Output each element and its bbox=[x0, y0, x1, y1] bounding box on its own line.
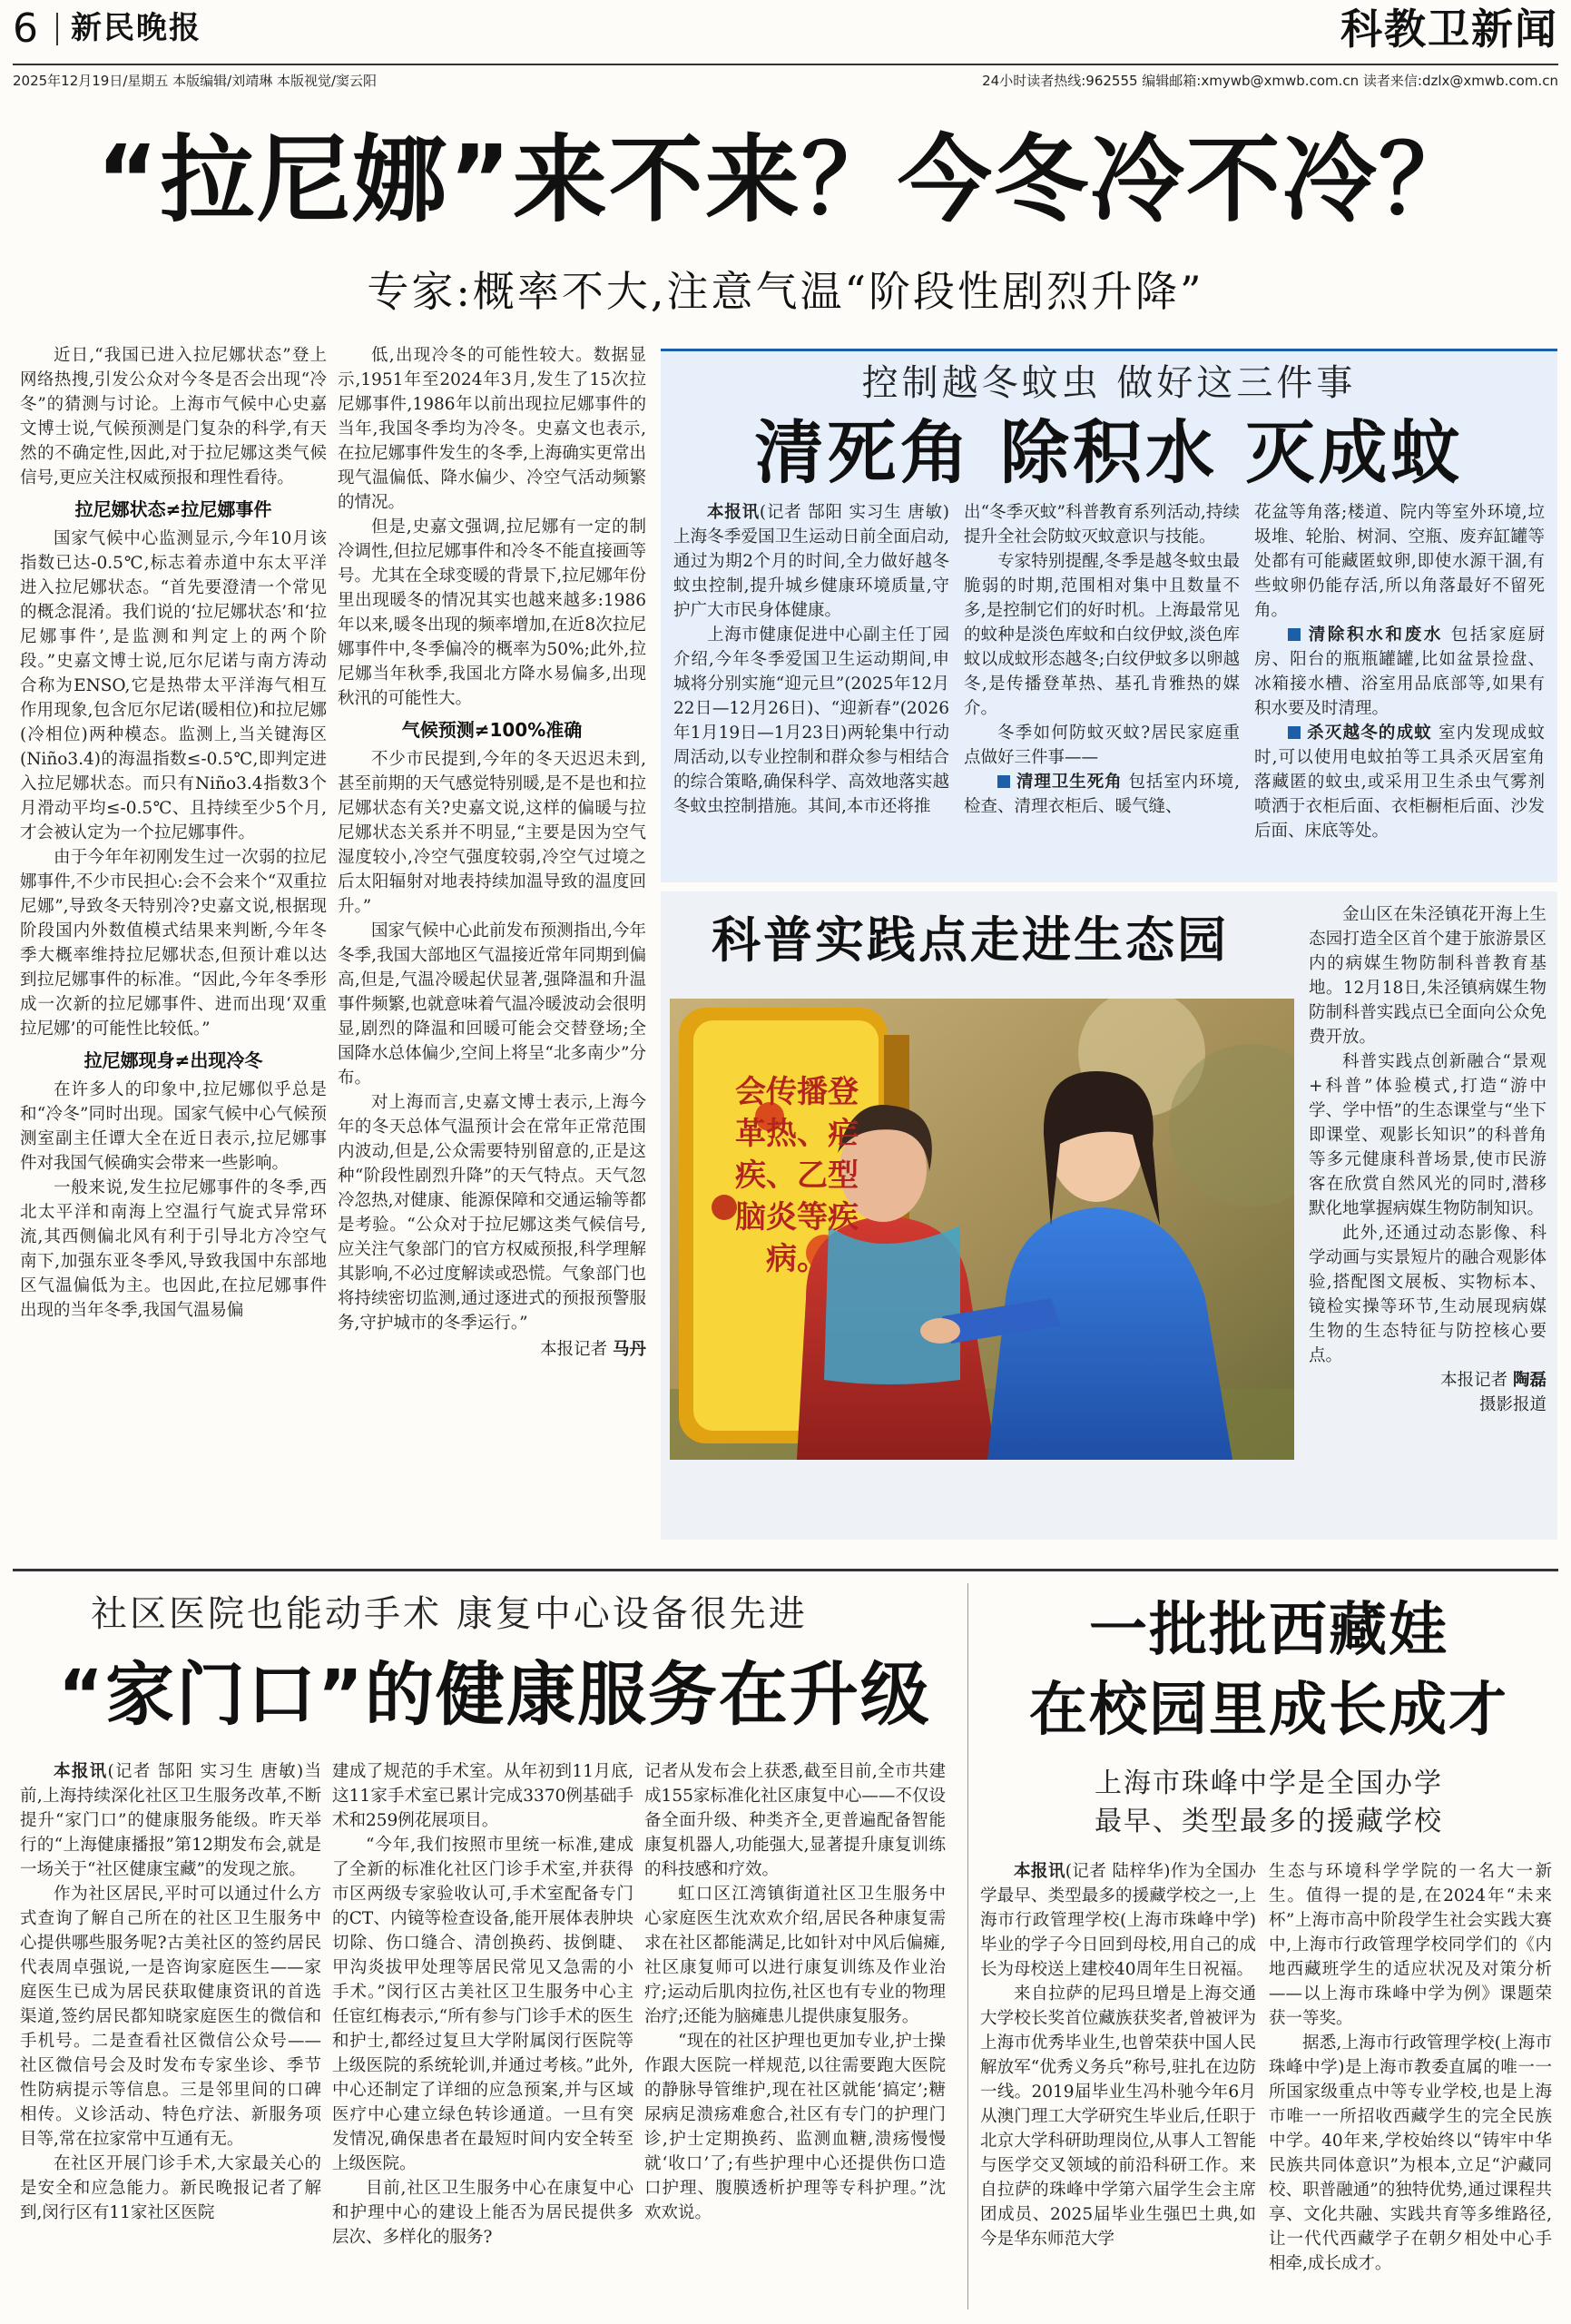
mosquito-paragraph: 上海市健康促进中心副主任丁园介绍,今年冬季爱国卫生运动期间,申城将分别实施“迎元旦”(2025年12月22日—12月26日)、“迎新春”(2026年1月19日—1月23日)两轮集中行动周活动,以专业控制和群众参与相结合的综合策略,确保科学、高效地落实越冬蚊虫控制措施。其间,本市还将推 bbox=[673, 625, 949, 816]
masthead bbox=[0, 0, 1571, 98]
community-column-3 bbox=[644, 1759, 946, 2313]
mosquito-paragraph: 专家特别提醒,冬季是越冬蚊虫最脆弱的时期,范围相对集中且数量不多,是控制它们的好时机。上海最常见的蚊种是淡色库蚊和白纹伊蚊,淡色库蚊以成蚊形态越冬;白纹伊蚊多以卵越冬,是传播登革热、基孔肯雅热的媒介。 bbox=[964, 552, 1240, 718]
date-line: 2025年12月19日/星期五 本版编辑/刘靖琳 本版视觉/窦云阳 bbox=[13, 73, 378, 89]
community-headline: “家门口”的健康服务在升级 bbox=[58, 1654, 931, 1735]
lead-subhead: 专家:概率不大,注意气温“阶段性剧烈升降” bbox=[367, 267, 1204, 316]
dateline: 本报讯 bbox=[707, 503, 760, 522]
bullet-square-icon bbox=[1288, 628, 1301, 641]
lead-paragraph: 由于今年年初刚发生过一次弱的拉尼娜事件,不少市民担心:会不会来个“双重拉尼娜”,导致冬天特别冷?史嘉文说,根据现阶段国内外数值模式结果来判断,今年冬季大概率维持拉尼娜状态,但预计难以达到拉尼娜事件的标准。“因此,今年冬季形成一次新的拉尼娜事件、进而出现‘双重拉尼娜’的可能性比较低。” bbox=[20, 848, 327, 1039]
mosquito-paragraph: 花盆等角落;楼道、院内等室外环境,垃圾堆、轮胎、树洞、空瓶、废弃缸罐等处都有可能藏匿蚊卵,即使水源干涸,有些蚊卵仍能存活,所以角落最好不留死角。 bbox=[1254, 503, 1545, 620]
lead-paragraph: 近日,“我国已进入拉尼娜状态”登上网络热搜,引发公众对今冬是否会出现“冷冬”的猜测与讨论。上海市气候中心史嘉文博士说,气候预测是门复杂的科学,有天然的不确定性,因此,对于拉尼娜这类气候信号,更应关注权威预报和理性看待。 bbox=[20, 346, 327, 487]
lead-subheading: 气候预测≠100%准确 bbox=[401, 719, 583, 741]
community-column-2 bbox=[332, 1759, 633, 2313]
mosquito-tip bbox=[1254, 721, 1545, 843]
mosquito-paragraph bbox=[673, 500, 949, 623]
lead-subheading: 拉尼娜状态≠拉尼娜事件 bbox=[74, 498, 272, 520]
masthead-divider bbox=[56, 13, 58, 45]
lead-paragraph: 对上海而言,史嘉文博士表示,上海今年的冬天总体气温预计会在常年正常范围内波动,但是,公众需要特别留意的,正是这种“阶段性剧烈升降”的天气特点。天气忽冷忽热,对健康、能源保障和交通运输等都是考验。“公众对于拉尼娜这类气候信号,应关注气象部门的官方权威预报,科学理解其影响,不必过度解读或恐慌。气象部门也将持续密切监测,通过逐进式的预报预警服务,守护城市的冬季运行。” bbox=[338, 1093, 646, 1333]
tibet-paragraph: 来自拉萨的尼玛旦增是上海交通大学校长奖首位藏族获奖者,曾被评为上海市优秀毕业生,也曾荣获中国人民解放军“优秀义务兵”称号,驻扎在边防一线。2019届毕业生冯朴驰今年6月从澳门理工大学研究生毕业后,任职于北京大学科研助理岗位,从事人工智能与医学交叉领域的前沿科研工作。来自拉萨的珠峰中学第六届学生会主席团成员、2025届毕业生强巴土典,如今是华东师范大学 bbox=[980, 1984, 1256, 2249]
community-paragraph: 作为社区居民,平时可以通过什么方式查询了解自己所在的社区卫生服务中心提供哪些服务呢?古美社区的签约居民代表周卓强说,一是咨询家庭医生——家庭医生已成为居民获取健康资讯的首选渠道,签约居民都知晓家庭医生的微信和手机号。二是查看社区微信公众号——社区微信号会及时发布专家坐诊、季节性防病提示等信息。三是邻里间的口碑相传。义诊活动、特色疗法、新服务项目等,常在拉家常中互通有无。 bbox=[20, 1885, 321, 2149]
section-title: 科教卫新闻 bbox=[1340, 5, 1558, 54]
community-paragraph: 在社区开展门诊手术,大家最关心的是安全和应急能力。新民晚报记者了解到,闵行区有11家社区医院 bbox=[20, 2154, 321, 2222]
mosquito-column-2 bbox=[964, 500, 1240, 872]
tibet-column-2 bbox=[1269, 1859, 1552, 2313]
photo-sign-text: 会传播登革热、疟疾、乙型脑炎等疾病。 bbox=[735, 1074, 859, 1277]
lead-subheading: 拉尼娜现身≠出现冷冬 bbox=[83, 1049, 263, 1071]
dateline: 本报讯 bbox=[1014, 1862, 1065, 1881]
lead-paragraph: 一般来说,发生拉尼娜事件的冬季,西北太平洋和南海上空温行气旋式异常环流,其西侧偏北风有利于引导北方冷空气南下,加强东亚冬季风,导致我国中东部地区气温偏低为主。也因此,在拉尼娜事件出现的当年冬季,我国气温易偏 bbox=[20, 1178, 327, 1320]
mosquito-tip bbox=[964, 770, 1240, 819]
mosquito-column-3 bbox=[1254, 500, 1545, 872]
lead-paragraph: 低,出现冷冬的可能性较大。数据显示,1951年至2024年3月,发生了15次拉尼娜事件,1986年以前出现拉尼娜事件的当年,我国冬季均为冷冬。史嘉文也表示,在拉尼娜事件发生的冬季,上海确实更常出现气温偏低、降水偏少、冷空气活动频繁的情况。 bbox=[338, 346, 646, 512]
tip-title: 清理卫生死角 bbox=[1016, 773, 1123, 792]
tip-title: 杀灭越冬的成蚊 bbox=[1306, 724, 1432, 743]
science-paragraph: 此外,还通过动态影像、科学动画与实景短片的融合观影体验,搭配图文展板、实物标本、镜检实操等环节,生动展现病媒生物的生态特征与防控核心要点。 bbox=[1309, 1224, 1546, 1365]
lead-paragraph: 不少市民提到,今年的冬天迟迟未到,甚至前期的天气感觉特别暖,是不是也和拉尼娜状态有关?史嘉文说,这样的偏暖与拉尼娜状态关系并不明显,“主要是因为空气湿度较小,冷空气强度较弱,冷空气过境之后太阳辐射对地表持续加温导致的温度回升。” bbox=[338, 750, 646, 916]
mosquito-tip bbox=[1254, 623, 1545, 721]
tibet-paragraph: 生态与环境科学学院的一名大一新生。值得一提的是,在2024年“未来杯”上海市高中阶段学生社会实践大赛中,上海市行政管理学校同学们的《内地西藏班学生的适应状况及对策分析——以上海市珠峰中学为例》课题荣获一等奖。 bbox=[1269, 1862, 1552, 2028]
community-paragraph: “今年,我们按照市里统一标准,建成了全新的标准化社区门诊手术室,并获得市区两级专家验收认可,手术室配备专门的CT、内镜等检查设备,能开展体表肿块切除、伤口缝合、清创换药、拔倒睫、甲沟炎拔甲处理等居民常见又急需的小手术。”闵行区古美社区卫生服务中心主任宦红梅表示,“所有参与门诊手术的医生和护士,都经过复旦大学附属闵行医院等上级医院的系统轮训,并通过考核。”此外,中心还制定了详细的应急预案,并与区域医疗中心建立绿色转诊通道。一旦有突发情况,确保患者在最短时间内安全转至上级医院。 bbox=[332, 1836, 633, 2173]
tibet-headline-line-2: 在校园里成长成才 bbox=[1029, 1677, 1508, 1744]
science-byline-2: 摄影报道 bbox=[1478, 1395, 1546, 1414]
lead-paragraph: 国家气候中心此前发布预测指出,今年冬季,我国大部地区气温接近常年同期到偏高,但是,气温冷暖起伏显著,强降温和升温事件频繁,也就意味着气温冷暖波动会很明显,剧烈的降温和回暖可能会交替登场;全国降水总体偏少,空间上将呈“北多南少”分布。 bbox=[338, 921, 646, 1088]
lead-headline: “拉尼娜”来不来？今冬冷不冷？ bbox=[96, 124, 1475, 235]
tip-text: 室内发现成蚊时,可以使用电蚊拍等工具杀灭居室角落藏匿的蚊虫,或采用卫生杀虫气雾剂喷洒于衣柜后面、衣柜橱柜后面、沙发后面、床底等处。 bbox=[1254, 724, 1545, 841]
tibet-paragraph bbox=[980, 1859, 1256, 1982]
page-number: 6 bbox=[13, 5, 38, 52]
tibet-paragraph: 据悉,上海市行政管理学校(上海市珠峰中学)是上海市教委直属的唯一一所国家级重点中等专业学校,也是上海市唯一一所招收西藏学生的完全民族中学。40年来,学校始终以“铸牢中华民族共同体意识”为根本,立足“沪藏同校、职普融通”的独特优势,通过课程共享、文化共融、实践共育等多维路径,让一代代西藏学子在朝夕相处中心手相牵,成长成才。 bbox=[1269, 2034, 1552, 2273]
tibet-headline-line-1: 一批批西藏娃 bbox=[1089, 1597, 1448, 1664]
mosquito-box bbox=[661, 349, 1557, 882]
tibet-headline bbox=[980, 1590, 1557, 1750]
lead-column-1 bbox=[20, 343, 327, 1541]
tip-text: 包括室内环境,检查、清理衣柜后、暖气缝、 bbox=[964, 773, 1240, 816]
mosquito-text: (记者 郜阳 实习生 唐敏)上海冬季爱国卫生运动日前全面启动,通过为期2个月的时间,全力做好越冬蚊虫控制,提升城乡健康环境质量,守护广大市民身体健康。 bbox=[673, 503, 949, 620]
bullet-square-icon bbox=[1288, 726, 1301, 739]
lead-byline bbox=[338, 1337, 646, 1362]
mosquito-headline: 清死角 除积水 灭成蚊 bbox=[754, 412, 1464, 493]
lead-column-2 bbox=[338, 343, 646, 1541]
lead-paragraph: 国家气候中心监测显示,今年10月该指数已达-0.5℃,标志着赤道中东太平洋进入拉尼娜状态。“首先要澄清一个常见的概念混淆。我们说的‘拉尼娜状态’和‘拉尼娜事件’,是监测和判定上的两个阶段。”史嘉文博士说,厄尔尼诺与南方涛动合称为ENSO,它是热带太平洋海气相互作用现象,包含厄尔尼诺(暖相位)和拉尼娜(冷相位)两种模态。监测上,当关键海区(Niño3.4)的海温指数≤-0.5℃,即判定进入拉尼娜状态。而只有Niño3.4指数3个月滑动平均≤-0.5℃、且持续至少5个月,才会被认定为一个拉尼娜事件。 bbox=[20, 529, 327, 842]
science-column bbox=[1309, 902, 1546, 1529]
lead-paragraph: 在许多人的印象中,拉尼娜似乎总是和“冷冬”同时出现。国家气候中心气候预测室副主任谭大全在近日表示,拉尼娜事件对我国气候确实会带来一些影响。 bbox=[20, 1080, 327, 1173]
community-paragraph: 记者从发布会上获悉,截至目前,全市共建成155家标准化社区康复中心——不仅设备全面升级、种类齐全,更普遍配备智能康复机器人,功能强大,显著提升康复训练的科技感和疗效。 bbox=[644, 1762, 946, 1879]
community-paragraph: “现在的社区护理也更加专业,护士操作跟大医院一样规范,以往需要跑大医院的静脉导管维护,现在社区就能‘搞定’;糖尿病足溃疡难愈合,社区有专门的护理门诊,护士定期换药、监测血糖,溃疡慢慢就‘收口’了;有些护理中心还提供伤口造口护理、腹膜透析护理等专科护理。”沈欢欢说。 bbox=[644, 2032, 946, 2222]
tibet-text: (记者 陆梓华)作为全国办学最早、类型最多的援藏学校之一,上海市行政管理学校(上海市珠峰中学)毕业的学子今日回到母校,用自己的成长为母校送上建校40周年生日祝福。 bbox=[980, 1862, 1256, 1979]
tip-title: 清除积水和废水 bbox=[1306, 625, 1444, 645]
community-text: (记者 郜阳 实习生 唐敏)当前,上海持续深化社区卫生服务改革,不断提升“家门口”的健康服务能级。昨天举行的“上海健康播报”第12期发布会,就是一场关于“社区健康宝藏”的发现之旅。 bbox=[20, 1762, 321, 1879]
lead-paragraph: 但是,史嘉文强调,拉尼娜有一定的制冷调性,但拉尼娜事件和冷冬不能直接画等号。尤其在全球变暖的背景下,拉尼娜年份里出现暖冬的情况其实也越来越多:1986年以来,暖冬出现的频率增加,在近8次拉尼娜事件中,冬季偏冷的概率为50%;此外,拉尼娜当年秋季,我国北方降水易偏多,出现秋汛的可能性大。 bbox=[338, 517, 646, 708]
science-byline bbox=[1309, 1368, 1546, 1393]
science-box bbox=[661, 891, 1557, 1540]
tip-text: 包括家庭厨房、阳台的瓶瓶罐罐,比如盆景捡盘、冰箱接水槽、浴室用品底部等,如果有积水要及时清理。 bbox=[1254, 625, 1545, 718]
byline-name: 马丹 bbox=[612, 1340, 646, 1359]
mosquito-kicker: 控制越冬蚊虫 做好这三件事 bbox=[861, 362, 1357, 404]
byline-role: 本报记者 bbox=[540, 1340, 608, 1359]
byline-role: 本报记者 bbox=[1440, 1371, 1508, 1390]
mosquito-paragraph: 冬季如何防蚊灭蚊?居民家庭重点做好三件事—— bbox=[964, 724, 1240, 767]
bullet-square-icon bbox=[997, 775, 1010, 788]
column-divider bbox=[967, 1583, 968, 2309]
tibet-column-1 bbox=[980, 1859, 1256, 2313]
paper-name: 新民晚报 bbox=[71, 10, 201, 46]
dateline: 本报讯 bbox=[54, 1762, 108, 1781]
section-divider bbox=[13, 1569, 1558, 1571]
community-paragraph bbox=[20, 1759, 321, 1882]
mosquito-column-1 bbox=[673, 500, 949, 872]
community-paragraph: 目前,社区卫生服务中心在康复中心和护理中心的建设上能否为居民提供多层次、多样化的服务? bbox=[332, 2179, 633, 2247]
science-photo bbox=[670, 999, 1294, 1460]
community-column-1 bbox=[20, 1759, 321, 2313]
community-paragraph: 虹口区江湾镇街道社区卫生服务中心家庭医生沈欢欢介绍,居民各种康复需求在社区都能满足,比如针对中风后偏瘫,社区康复师可以进行康复训练及作业治疗;运动后肌肉拉伤,社区也有专业的物理治疗;还能为脑瘫患儿提供康复服务。 bbox=[644, 1885, 946, 2026]
masthead-rule bbox=[13, 64, 1558, 65]
science-paragraph: 金山区在朱泾镇花开海上生态园打造全区首个建于旅游景区内的病媒生物防制科普教育基地。12月18日,朱泾镇病媒生物防制科普实践点已全面向公众免费开放。 bbox=[1309, 905, 1546, 1047]
tibet-subhead bbox=[980, 1765, 1557, 1841]
mosquito-paragraph: 出“冬季灭蚊”科普教育系列活动,持续提升全社会防蚊灭蚊意识与技能。 bbox=[964, 503, 1240, 547]
community-paragraph: 建成了规范的手术室。从年初到11月底,这11家手术室已累计完成3370例基础手术和259例花展项目。 bbox=[332, 1762, 633, 1830]
byline-name: 陶磊 bbox=[1512, 1371, 1546, 1390]
community-kicker: 社区医院也能动手术 康复中心设备很先进 bbox=[91, 1593, 808, 1635]
tibet-subhead-line-2: 最早、类型最多的援藏学校 bbox=[1095, 1806, 1443, 1837]
tibet-subhead-line-1: 上海市珠峰中学是全国办学 bbox=[1095, 1768, 1443, 1799]
contact-line: 24小时读者热线:962555 编辑邮箱:xmywb@xmwb.com.cn 读者来信:dzlx@xmwb.com.cn bbox=[982, 73, 1558, 89]
science-paragraph: 科普实践点创新融合“景观+科普”体验模式,打造“游中学、学中悟”的生态课堂与“坐下即课堂、观影长知识”的科普角等多元健康科普场景,使市民游客在欣赏自然风光的同时,潜移默化地掌握病媒生物防制知识。 bbox=[1309, 1052, 1546, 1218]
science-headline: 科普实践点走进生态园 bbox=[712, 911, 1229, 969]
